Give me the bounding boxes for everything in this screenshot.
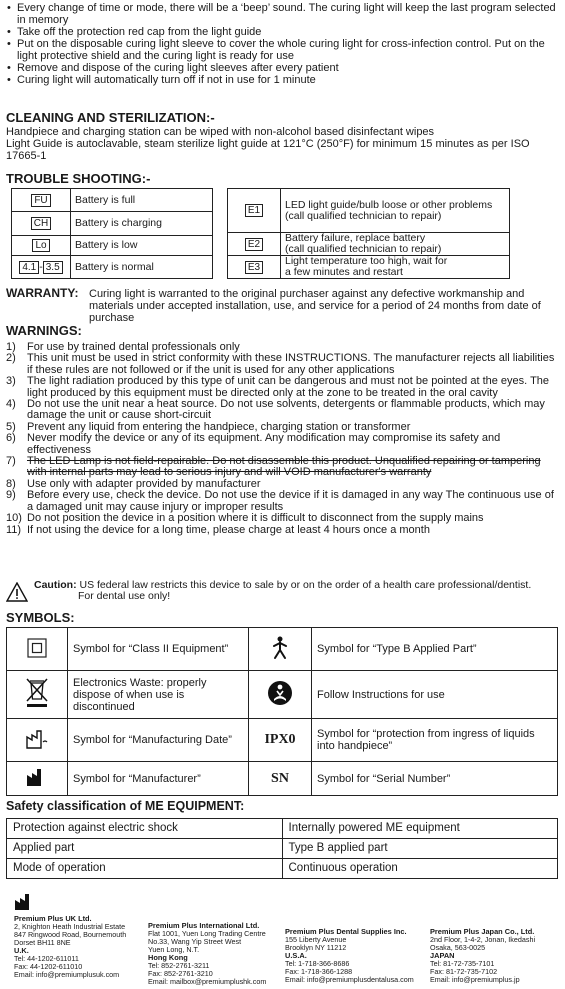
manufacturing-date-icon [25, 728, 49, 750]
battery-status-text: Battery is full [71, 189, 213, 212]
manufacturer-icon [25, 767, 49, 787]
symbols-heading: SYMBOLS: [6, 610, 75, 625]
warning-triangle-icon [6, 582, 28, 602]
bullet-item: • Take off the protection red cap from the light guide [6, 26, 561, 38]
error-code-cell [228, 233, 281, 256]
address-japan: Premium Plus Japan Co., Ltd. 2nd Floor, 1-4-2, Jonan, Ikedashi Osaka, 563-0025 JAPAN Tel: 81-72-735-7101 Fax: 81-72-735-7102 Email: info@premiumplus.jp [430, 927, 536, 984]
code-e3: E3 [245, 261, 263, 274]
classification-value: Continuous operation [282, 859, 558, 879]
address-uk: Premium Plus UK Ltd. 2, Knighton Heath Industrial Estate 847 Ringwood Road, Bournemouth Dorset BH11 8NE U.K. Tel: 44-1202-611011 Fax: 44-1202-611010 Email: info@premiumplusuk.com [14, 914, 127, 979]
warning-item: 8) Use only with adapter provided by manufacturer [6, 477, 261, 490]
cleaning-text-1: Handpiece and charging station can be wiped with non-alcohol based disinfectant wipes [6, 126, 435, 138]
battery-status-text: Battery is normal [71, 256, 213, 279]
warnings-list [6, 342, 558, 536]
warning-item: 9) Before every use, check the device. Do not use the device if it is damaged in any way The continuous use of a damaged unit may cause injury or improper results [6, 489, 554, 513]
symbols-table [6, 627, 558, 796]
code-41: 4.1 [19, 261, 39, 274]
symbol-description: Symbol for “Class II Equipment” [68, 628, 249, 671]
cleaning-heading: CLEANING AND STERILIZATION:- [6, 110, 215, 125]
ipx0-icon: IPX0 [264, 732, 296, 747]
follow-instructions-icon [267, 680, 293, 706]
error-text: LED light guide/bulb loose or other problems (call qualified technician to repair) [281, 189, 510, 233]
warning-item: 4) Do not use the unit near a heat source. Do not use solvents, detergents or flammable products, which may damage the unit or cause short-circuit [6, 398, 545, 422]
bullet-item: • Every change of time or mode, there will be a ‘beep’ sound. The curing light will keep the last program selected in memory [6, 2, 561, 26]
serial-number-icon: SN [271, 770, 289, 786]
error-text: Light temperature too high, wait for a few minutes and restart [281, 256, 510, 279]
warning-item: 6) Never modify the device or any of its equipment. Any modification may compromise its safety and effectiveness [6, 432, 501, 456]
battery-code-cell: 4.1 - 3.5 [12, 256, 71, 279]
symbol-description: Symbol for “Type B Applied Part” [312, 628, 558, 671]
class-ii-equipment-icon [27, 638, 47, 658]
address-hong-kong: Premium Plus International Ltd. Flat 1001, Yuen Long Trading Centre No.33, Wang Yip Street West Yuen Long, N.T. Hong Kong Tel: 852-2761-3211 Fax: 852-2761-3210 Email: mailbox@premiumplushk.com [148, 921, 267, 986]
battery-code-cell [12, 189, 71, 212]
code-e2: E2 [245, 238, 263, 251]
battery-code-cell [12, 212, 71, 236]
classification-label: Applied part [7, 839, 283, 859]
code-e1: E1 [245, 204, 263, 217]
classification-label: Protection against electric shock [7, 819, 283, 839]
classification-value: Internally powered ME equipment [282, 819, 558, 839]
bullet-item: • Put on the disposable curing light sleeve to cover the whole curing light for cross-infection control. Put on the light protective shield and the curing light is ready for use [6, 38, 561, 62]
error-text: Battery failure, replace battery (call qualified technician to repair) [281, 233, 510, 256]
symbol-description: Follow Instructions for use [312, 671, 558, 719]
cleaning-text-2: Light Guide is autoclavable, steam sterilize light guide at 121°C (250°F) for minimum 15 minutes as per ISO 17665-1 [6, 138, 530, 162]
warning-item: 5) Prevent any liquid from entering the handpiece, charging station or transformer [6, 420, 411, 433]
symbol-description: Symbol for “protection from ingress of liquids into handpiece” [312, 719, 558, 762]
manufacturer-footer-icon [14, 893, 36, 911]
warning-item: 2) This unit must be used in strict conformity with these INSTRUCTIONS. The manufacturer rejects all liabilities if these rules are not followed or if the unit is used for any other applications [6, 352, 555, 376]
warnings-heading: WARNINGS: [6, 323, 82, 338]
troubleshooting-heading: TROUBLE SHOOTING:- [6, 171, 151, 186]
troubleshooting-table [11, 188, 510, 279]
weee-crossed-bin-icon [24, 677, 50, 709]
warning-item: 3) The light radiation produced by this type of unit can be dangerous and must not be pointed at the eyes. The light produced by this equipment must be directed only at the zone to be treated in the oral cavity [6, 375, 550, 399]
safety-classification-table [6, 818, 558, 879]
code-fu: FU [31, 194, 50, 207]
caution-dental-only: For dental use only! [78, 590, 171, 602]
warning-item: 1) For use by trained dental professionals only [6, 341, 240, 353]
safety-classification-heading: Safety classification of ME EQUIPMENT: [6, 799, 245, 813]
warning-item: 7) The LED Lamp is not field-repairable. Do not disassemble this product. Unqualified repairing or tampering with internal parts may lead to serious injury and will VOID manufacturer's warranty [6, 455, 541, 479]
caution-text: US federal law restricts this device to sale by or on the order of a health care professional/dentist. [79, 579, 532, 591]
battery-status-text: Battery is charging [71, 212, 213, 236]
warning-item: 10) Do not position the device in a position where it is difficult to disconnect from the supply mains [6, 512, 484, 525]
type-b-applied-part-icon [271, 636, 289, 660]
code-ch: CH [31, 217, 51, 230]
classification-label: Mode of operation [7, 859, 283, 879]
warranty-label: WARRANTY: [6, 286, 79, 300]
classification-value: Type B applied part [282, 839, 558, 859]
bullet-item: • Curing light will automatically turn off if not in use for 1 minute [6, 74, 561, 86]
usage-bullet-list [6, 2, 561, 86]
symbol-description: Symbol for “Manufacturer” [68, 762, 249, 796]
symbol-description: Electronics Waste: properly dispose of when use is discontinued [68, 671, 249, 719]
caution-label: Caution: [34, 579, 77, 591]
error-code-cell [228, 256, 281, 279]
symbol-description: Symbol for “Serial Number” [312, 762, 558, 796]
bullet-item: • Remove and dispose of the curing light sleeves after every patient [6, 62, 561, 74]
address-usa: Premium Plus Dental Supplies Inc. 155 Liberty Avenue Brooklyn NY 11212 U.S.A. Tel: 1-718-366-8686 Fax: 1-718-366-1288 Email: info@premiumplusdentalusa.com [285, 927, 414, 984]
warning-item: 11) If not using the device for a long time, please charge at least 4 hours once a month [6, 523, 430, 536]
battery-code-cell [12, 236, 71, 256]
error-code-cell [228, 189, 281, 233]
battery-status-text: Battery is low [71, 236, 213, 256]
code-lo: Lo [32, 239, 49, 252]
warranty-text: Curing light is warranted to the original purchaser against any defective workmanship and materials under accepted installation, use, and service for a period of 24 months from date of purchase [89, 288, 541, 324]
symbol-description: Symbol for “Manufacturing Date” [68, 719, 249, 762]
code-35: 3.5 [43, 261, 63, 274]
